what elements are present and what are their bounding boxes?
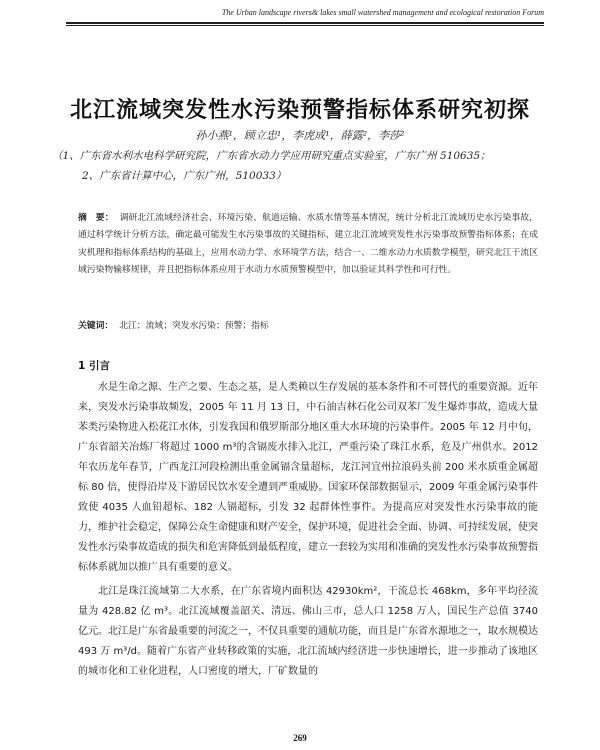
paragraph: 水是生命之源、生产之要、生态之基，是人类赖以生存发展的基本条件和不可替代的重要资源。近年来，突发水污染事故频发，2005 年 11 月 13 日，中石油吉林石化公司双苯厂发生爆炸事故，造成大量苯类污染物进入松花江水体，引发我国和俄罗斯部分地区重大水环境的污染事件。2005 年 12 月中旬，广东省韶关冶炼厂将超过 1000 m³的含镉废水排入北江，严重污染了珠江水系，危及广州供水。2012 年农历龙年春节，广西龙江河段检测出重金属镉含量超标，龙江河宜州拉浪码头前 200 米水质重金属超标 80 倍，使得沿岸及下游居民饮水安全遭到严重威胁。国家环保部数据显示，2009 年重金属污染事件致使 4035 人血铅超标、182 人镉超标，引发 32 起群体性事件。为提高应对突发性水污染事故的能力，维护社会稳定，保障公众生命健康和财产安全，保护环境，促进社会全面、协调、可持续发展，使突发性水污染事故造成的损失和危害降低到最低程度，建立一套较为实用和准确的突发性水污染事故预警指标体系就加以推广具有重要的意义。: [78, 382, 538, 573]
header-rule-thin: [66, 25, 544, 26]
abstract-text: 调研北江流域经济社会、环境污染、航道运输、水质水情等基本情况，统计分析北江流域历史水污染事故，通过科学统计分析方法，确定最可能发生水污染事故的关键指标，建立北江流域突发性水污染事故预警指标体系；在成灾机理和指标体系结构的基础上，应用水动力学、水环境学方法，结合一、二维水动力水质数学模型，研究北江干流区域污染物输移规律，并且把指标体系应用于水动力水质预警模型中，加以验证其科学性和可行性。: [78, 213, 538, 276]
author-list: 孙小燕¹，顾立忠¹，李虎成¹，薛露²，李莎²: [195, 129, 405, 142]
page-number: 269: [293, 733, 307, 743]
keywords-text: 北江；流域；突发水污染；预警；指标: [119, 321, 269, 331]
affiliation-line-2: 2、广东省计算中心，广东广州，510033）: [82, 170, 287, 182]
abstract-label: 摘 要：: [78, 213, 114, 223]
abstract: [78, 210, 538, 280]
keywords: [78, 318, 538, 331]
body-text: [78, 378, 538, 686]
paragraph: 北江是珠江流域第二大水系，在广东省境内面积达 42930km²，干流总长 468km，多年平均径流量为 428.82 亿 m³。北江流域覆盖韶关、清远、佛山三市，总人口 1258 万人，国民生产总值 3740 亿元。北江是广东省最重要的河流之一，不仅具重要的通航功能，而且是广东省水源地之一，取水规模达 493 万 m³/d。随着广东省产业转移政策的实施，北江流域内经济进一步快速增长，进一步推动了该地区的城市化和工业化进程，人口密度的增大，厂矿数量的: [78, 586, 538, 677]
paper-title: 北江流域突发性水污染预警指标体系研究初探: [69, 97, 530, 123]
section-heading-introduction: 1 引言: [78, 360, 110, 372]
running-header: The Urban landscape rivers& lakes small watershed management and ecological restoration Forum: [221, 8, 544, 17]
keywords-label: 关键词：: [78, 321, 114, 331]
header-rule: [66, 22, 544, 24]
affiliation-line-1: （1、广东省水利水电科学研究院，广东省水动力学应用研究重点实验室，广东广州 510635；: [52, 150, 491, 162]
